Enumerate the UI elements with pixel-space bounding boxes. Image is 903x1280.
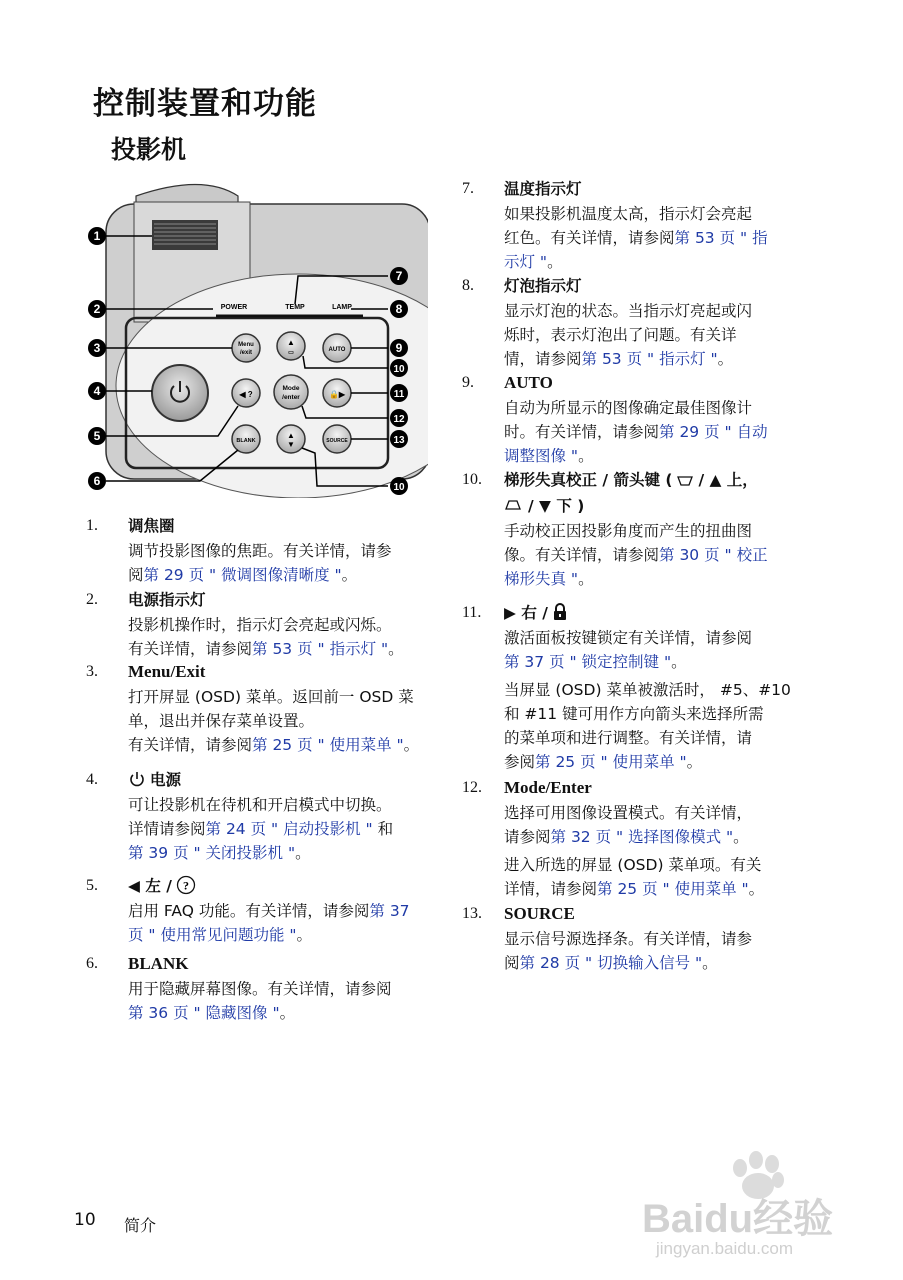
cross-reference-link[interactable]: 第 28 页 " 切换输入信号 " <box>519 954 703 972</box>
cross-reference-link[interactable]: 第 53 页 " 指示灯 " <box>252 640 389 658</box>
svg-text:7: 7 <box>395 269 403 283</box>
item-number: 9. <box>462 374 474 391</box>
svg-text:4: 4 <box>93 384 101 398</box>
item-description-line: 选择可用图像设置模式。有关详情， <box>504 804 753 822</box>
cross-reference-link[interactable]: 第 25 页 " 使用菜单 " <box>252 736 404 754</box>
item-description-line: 有关详情，请参阅第 53 页 " 指示灯 "。 <box>128 640 404 658</box>
cross-reference-link[interactable]: 第 36 页 " 隐藏图像 " <box>128 1004 280 1022</box>
item-number: 6. <box>86 955 98 972</box>
item-description-line: 红色。有关详情，请参阅第 53 页 " 指 <box>504 229 768 247</box>
item-description-line: 如果投影机温度太高，指示灯会亮起 <box>504 205 753 223</box>
item-description-line: 情，请参阅第 53 页 " 指示灯 "。 <box>504 350 734 368</box>
item-description-line: 单，退出并保存菜单设置。 <box>128 712 315 730</box>
svg-text:▼: ▼ <box>287 440 295 449</box>
page-title: 控制装置和功能 <box>93 86 317 122</box>
item-description-line: 用于隐藏屏幕图像。有关详情，请参阅 <box>128 980 392 998</box>
item-description-line: 进入所选的屏显 (OSD) 菜单项。有关 <box>504 856 762 874</box>
svg-text:11: 11 <box>393 389 405 400</box>
item-title: Menu/Exit <box>128 662 206 681</box>
item-description-line: 阅第 29 页 " 微调图像清晰度 "。 <box>128 566 358 584</box>
item-number: 4. <box>86 771 98 788</box>
item-description-line: 阅第 28 页 " 切换输入信号 "。 <box>504 954 718 972</box>
svg-text:10: 10 <box>393 482 405 493</box>
cross-reference-link[interactable]: 示灯 " <box>504 253 548 271</box>
cross-reference-link[interactable]: 梯形失真 " <box>504 570 579 588</box>
item-number: 12. <box>462 779 482 796</box>
svg-text:8: 8 <box>395 302 403 316</box>
item-description-line: 显示灯泡的状态。当指示灯亮起或闪 <box>504 302 753 320</box>
cross-reference-link[interactable]: 页 " 使用常见问题功能 " <box>128 926 297 944</box>
item-description-line: 和 #11 键可用作方向箭头来选择所需 <box>504 705 764 723</box>
item-description-line: 手动校正因投影角度而产生的扭曲图 <box>504 522 753 540</box>
item-title: 梯形失真校正 / 箭头键 ( / ▲ 上， / ▼ 下 ) <box>504 471 758 515</box>
cross-reference-link[interactable]: 第 37 <box>369 902 410 920</box>
item-description-line: 自动为所显示的图像确定最佳图像计 <box>504 399 753 417</box>
power-icon <box>128 771 150 789</box>
lamp-label: LAMP <box>332 304 352 311</box>
page-subtitle: 投影机 <box>111 135 187 164</box>
item-description-line: 启用 FAQ 功能。有关详情，请参阅第 37 <box>128 902 410 920</box>
item-description-line: 烁时，表示灯泡出了问题。有关详 <box>504 326 737 344</box>
item-description-line: 激活面板按键锁定有关详情，请参阅 <box>504 629 753 647</box>
cross-reference-link[interactable]: 第 32 页 " 选择图像模式 " <box>550 828 734 846</box>
item-description-line: 详情请参阅第 24 页 " 启动投影机 " 和 <box>128 820 394 838</box>
item-description-line: 调整图像 "。 <box>504 447 594 465</box>
item-title: 温度指示灯 <box>504 180 582 198</box>
item-description-line: 像。有关详情，请参阅第 30 页 " 校正 <box>504 546 768 564</box>
help-icon <box>172 877 196 895</box>
item-description-line: 投影机操作时，指示灯会亮起或闪烁。 <box>128 616 392 634</box>
keystone-top-icon <box>672 471 698 489</box>
cross-reference-link[interactable]: 第 25 页 " 使用菜单 " <box>535 753 687 771</box>
item-title: 灯泡指示灯 <box>504 277 582 295</box>
svg-text:13: 13 <box>393 435 405 446</box>
item-number: 5. <box>86 877 98 894</box>
svg-text:▲: ▲ <box>287 338 295 347</box>
svg-text:9: 9 <box>395 341 403 355</box>
svg-text:2: 2 <box>93 302 101 316</box>
item-description-line: 可让投影机在待机和开启模式中切换。 <box>128 796 392 814</box>
item-description-line: 调节投影图像的焦距。有关详情，请参 <box>128 542 392 560</box>
cross-reference-link[interactable]: 第 29 页 " 微调图像清晰度 " <box>143 566 342 584</box>
item-number: 3. <box>86 663 98 680</box>
watermark-brand: Baidu经验 <box>642 1197 834 1241</box>
lock-icon <box>548 604 568 622</box>
item-title: ◀ 左 / ? <box>128 874 196 898</box>
item-description-line: 参阅第 25 页 " 使用菜单 "。 <box>504 753 703 771</box>
svg-text:◀ ?: ◀ ? <box>239 390 253 399</box>
cross-reference-link[interactable]: 调整图像 " <box>504 447 579 465</box>
svg-text:AUTO: AUTO <box>328 347 346 353</box>
cross-reference-link[interactable]: 第 24 页 " 启动投影机 " <box>205 820 373 838</box>
svg-text:▭: ▭ <box>288 350 294 356</box>
item-description-line: 当屏显 (OSD) 菜单被激活时， #5、#10 <box>504 681 791 699</box>
svg-text:SOURCE: SOURCE <box>326 438 348 444</box>
item-number: 11. <box>462 604 482 621</box>
item-title: SOURCE <box>504 904 575 923</box>
item-description-line: 有关详情，请参阅第 25 页 " 使用菜单 "。 <box>128 736 420 754</box>
svg-text:🔒▶: 🔒▶ <box>328 390 346 399</box>
cross-reference-link[interactable]: 第 29 页 " 自动 <box>659 423 768 441</box>
item-description-line: 第 37 页 " 锁定控制键 "。 <box>504 653 687 671</box>
baidu-watermark-logo <box>640 1150 860 1260</box>
item-title: ▶ 右 / <box>504 601 568 625</box>
keystone-bottom-icon <box>504 497 528 515</box>
cross-reference-link[interactable]: 第 37 页 " 锁定控制键 " <box>504 653 672 671</box>
section-name: 简介 <box>124 1216 157 1235</box>
svg-text:Menu: Menu <box>238 342 254 348</box>
item-title: Mode/Enter <box>504 778 592 797</box>
svg-text:12: 12 <box>393 414 405 425</box>
item-description-line: 时。有关详情，请参阅第 29 页 " 自动 <box>504 423 768 441</box>
page-number: 10 <box>74 1210 96 1230</box>
item-number: 1. <box>86 517 98 534</box>
svg-text:/enter: /enter <box>282 394 300 401</box>
item-description-line: 打开屏显 (OSD) 菜单。返回前一 OSD 菜 <box>128 688 414 706</box>
item-description-line: 请参阅第 32 页 " 选择图像模式 "。 <box>504 828 749 846</box>
svg-text:?: ? <box>182 878 189 893</box>
cross-reference-link[interactable]: 第 39 页 " 关闭投影机 " <box>128 844 296 862</box>
svg-text:/exit: /exit <box>239 350 253 356</box>
item-number: 8. <box>462 277 474 294</box>
item-description-line: 页 " 使用常见问题功能 "。 <box>128 926 313 944</box>
item-description-line: 的菜单项和进行调整。有关详情，请 <box>504 729 753 747</box>
item-description-line: 梯形失真 "。 <box>504 570 594 588</box>
power-label: POWER <box>220 304 248 311</box>
item-description-line: 示灯 "。 <box>504 253 563 271</box>
temp-label: TEMP <box>285 304 305 311</box>
cross-reference-link[interactable]: 第 53 页 " 指示灯 " <box>581 350 718 368</box>
cross-reference-link[interactable]: 第 53 页 " 指 <box>674 229 768 247</box>
item-number: 7. <box>462 180 474 197</box>
item-title: 电源指示灯 <box>128 591 206 609</box>
svg-text:1: 1 <box>93 229 101 243</box>
item-title: BLANK <box>128 954 189 973</box>
watermark-url: jingyan.baidu.com <box>656 1239 794 1258</box>
item-description-line: 详情，请参阅第 25 页 " 使用菜单 "。 <box>504 880 765 898</box>
svg-text:6: 6 <box>93 474 101 488</box>
cross-reference-link[interactable]: 第 25 页 " 使用菜单 " <box>597 880 749 898</box>
item-title: AUTO <box>504 373 553 392</box>
svg-text:3: 3 <box>93 341 101 355</box>
cross-reference-link[interactable]: 第 30 页 " 校正 <box>659 546 768 564</box>
item-description-line: 第 39 页 " 关闭投影机 "。 <box>128 844 311 862</box>
item-description-line: 第 36 页 " 隐藏图像 "。 <box>128 1004 296 1022</box>
item-number: 2. <box>86 591 98 608</box>
svg-text:BLANK: BLANK <box>236 438 256 444</box>
svg-text:Mode: Mode <box>282 385 300 392</box>
svg-text:5: 5 <box>93 429 101 443</box>
item-title: 电源 <box>128 768 181 792</box>
item-number: 13. <box>462 905 482 922</box>
item-title: 调焦圈 <box>128 517 175 535</box>
svg-text:▲: ▲ <box>287 431 295 440</box>
svg-text:10: 10 <box>393 364 405 375</box>
item-description-line: 显示信号源选择条。有关详情，请参 <box>504 930 753 948</box>
item-number: 10. <box>462 471 482 488</box>
